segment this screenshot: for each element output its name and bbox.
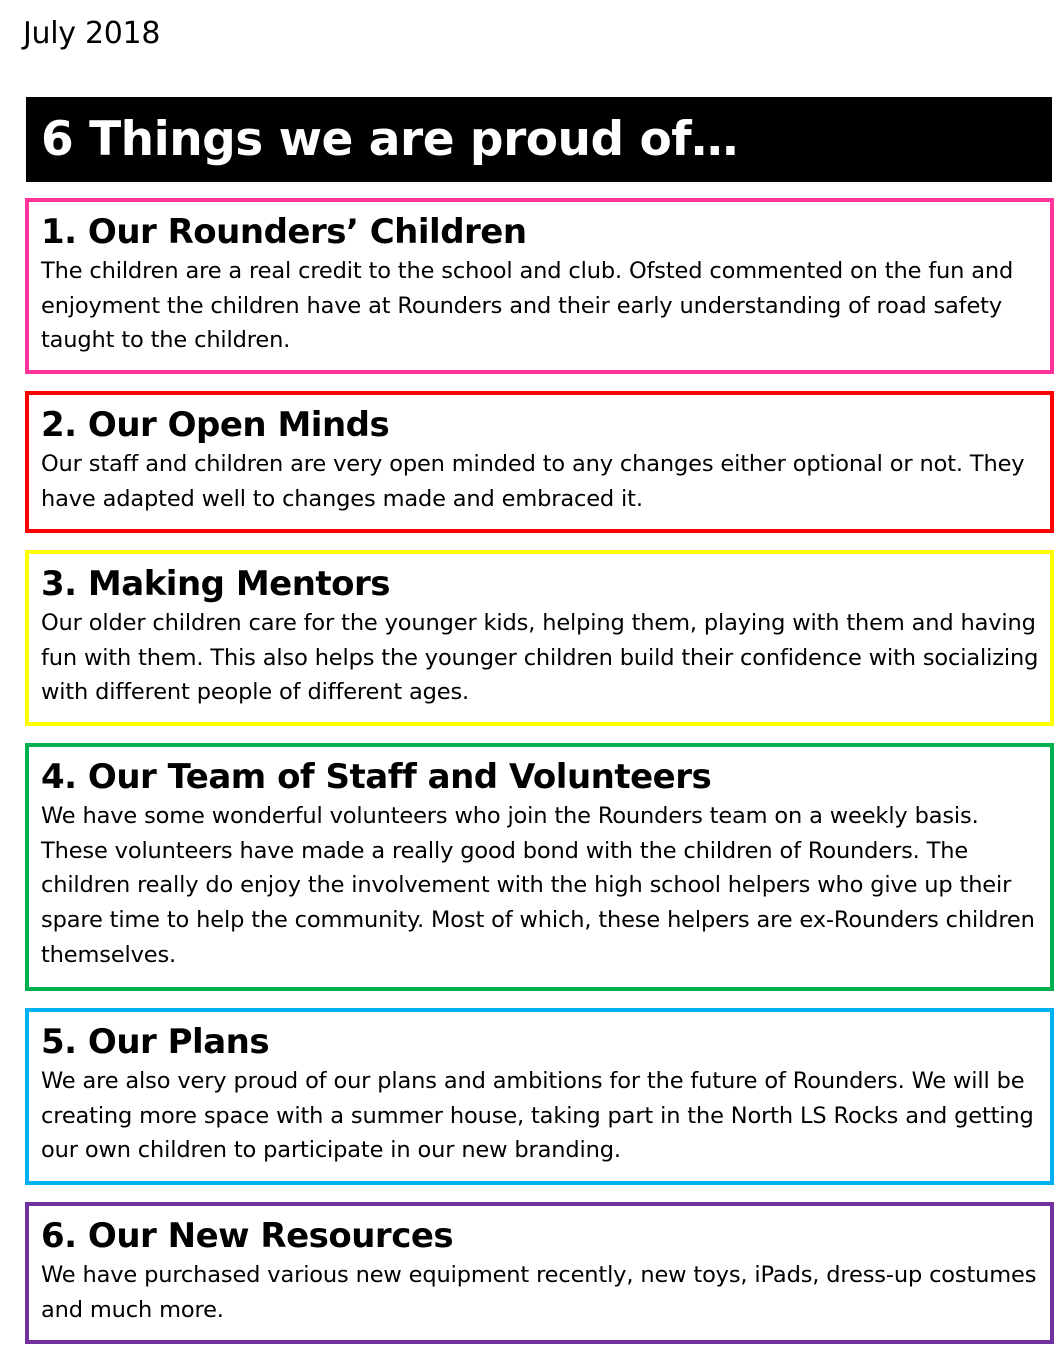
section-new-resources	[25, 1202, 1054, 1344]
section-body: We are also very proud of our plans and ambitions for the future of Rounders. We will be creating more space with a summer house, taking part in the North LS Rocks and getting our own children to participate in our new branding.	[41, 1068, 1034, 1164]
section-body: Our older children care for the younger kids, helping them, playing with them and having fun with them. This also helps the younger children build their confidence with socializing with different people of different ages.	[41, 610, 1039, 706]
section-body: We have purchased various new equipment recently, new toys, iPads, dress-up costumes and much more.	[41, 1262, 1037, 1323]
title-banner	[26, 97, 1052, 182]
section-body: We have some wonderful volunteers who join the Rounders team on a weekly basis. These volunteers have made a really good bond with the children of Rounders. The children really do enjoy the involvement with the high school helpers who give up their spare time to help the community. Most of which, these helpers are ex-Rounders children themselves.	[41, 803, 1035, 968]
document-date: July 2018	[23, 16, 161, 51]
section-heading: 4. Our Team of Staff and Volunteers	[41, 757, 712, 797]
section-heading: 2. Our Open Minds	[41, 405, 390, 445]
section-open-minds	[25, 391, 1054, 533]
section-heading: 3. Making Mentors	[41, 564, 391, 604]
section-our-plans	[25, 1008, 1054, 1185]
section-heading: 1. Our Rounders’ Children	[41, 212, 527, 252]
section-heading: 5. Our Plans	[41, 1022, 270, 1062]
section-rounders-children	[25, 198, 1054, 374]
section-body: The children are a real credit to the school and club. Ofsted commented on the fun and enjoyment the children have at Rounders and their early understanding of road safety taught to the children.	[41, 258, 1014, 354]
section-body: Our staff and children are very open minded to any changes either optional or not. They have adapted well to changes made and embraced it.	[41, 451, 1025, 512]
section-team-staff-volunteers	[25, 743, 1054, 991]
section-making-mentors	[25, 550, 1054, 726]
section-heading: 6. Our New Resources	[41, 1216, 454, 1256]
page-title: 6 Things we are proud of…	[41, 112, 738, 167]
